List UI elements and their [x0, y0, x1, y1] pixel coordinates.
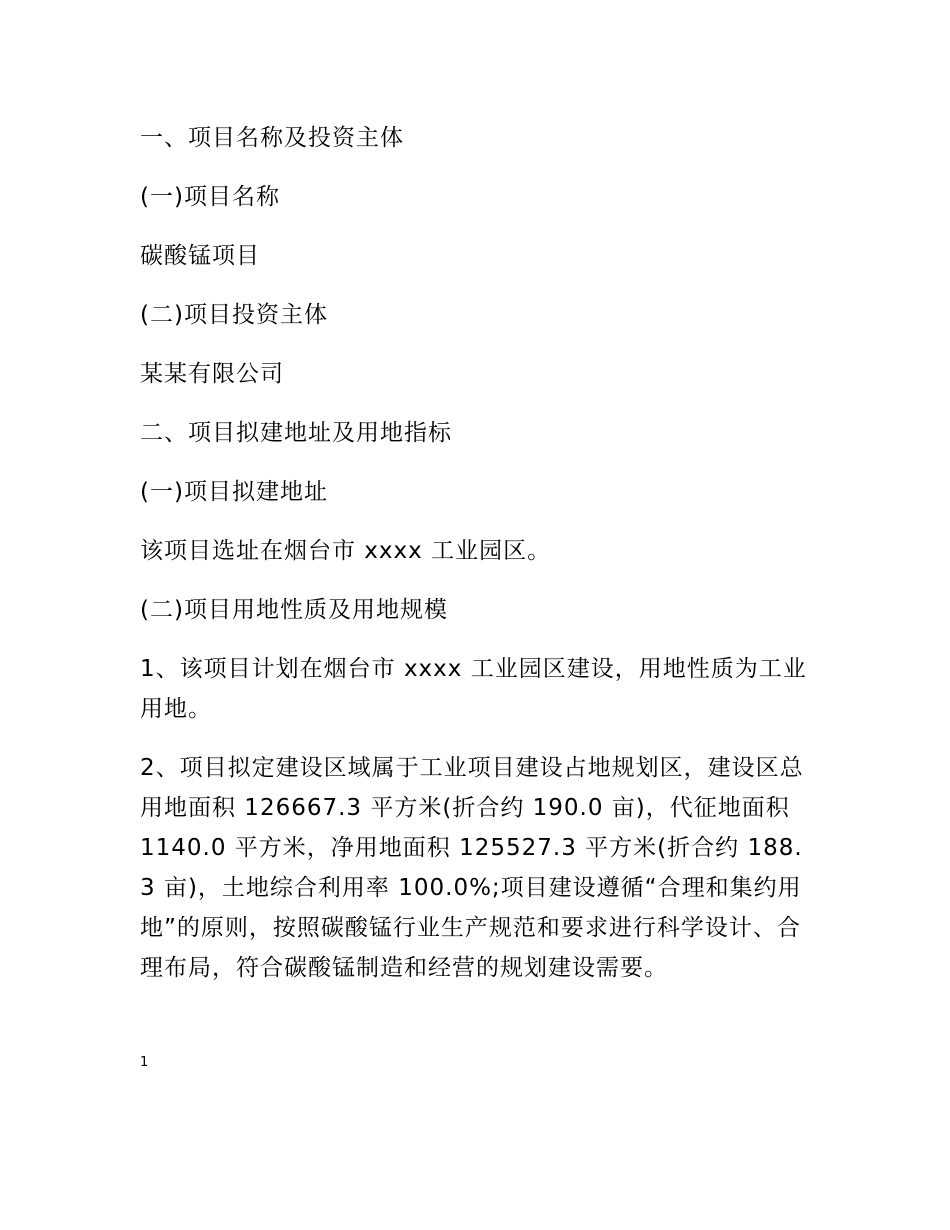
subheading-project-name: (一)项目名称 [140, 184, 280, 210]
subheading-land-use-and-scale: (二)项目用地性质及用地规模 [140, 597, 448, 623]
site-address-text: 该项目选址在烟台市 xxxx 工业园区。 [140, 538, 552, 564]
page-number: 1 [140, 1055, 149, 1070]
heading-site-and-land-indicators: 二、项目拟建地址及用地指标 [140, 420, 452, 446]
subheading-project-investor: (二)项目投资主体 [140, 302, 328, 328]
subheading-site-address: (一)项目拟建地址 [140, 479, 328, 505]
heading-project-name-and-investor: 一、项目名称及投资主体 [140, 125, 404, 151]
document-body [140, 118, 808, 1007]
land-use-paragraph-2: 2、项目拟定建设区域属于工业项目建设占地规划区，建设区总用地面积 126667.3 平方米(折合约 190.0 亩)，代征地面积 1140.0 平方米，净用地面积 125527.3 平方米(折合约 188.3 亩)，土地综合利用率 100.0%;项目建设遵循“合理和集约用地”的原则，按照碳酸锰行业生产规范和要求进行科学设计、合理布局，符合碳酸锰制造和经营的规划建设需要。 [140, 755, 804, 981]
project-name-text: 碳酸锰项目 [140, 243, 260, 269]
land-use-paragraph-1: 1、该项目计划在烟台市 xxxx 工业园区建设，用地性质为工业用地。 [140, 656, 807, 722]
project-investor-text: 某某有限公司 [140, 361, 284, 387]
